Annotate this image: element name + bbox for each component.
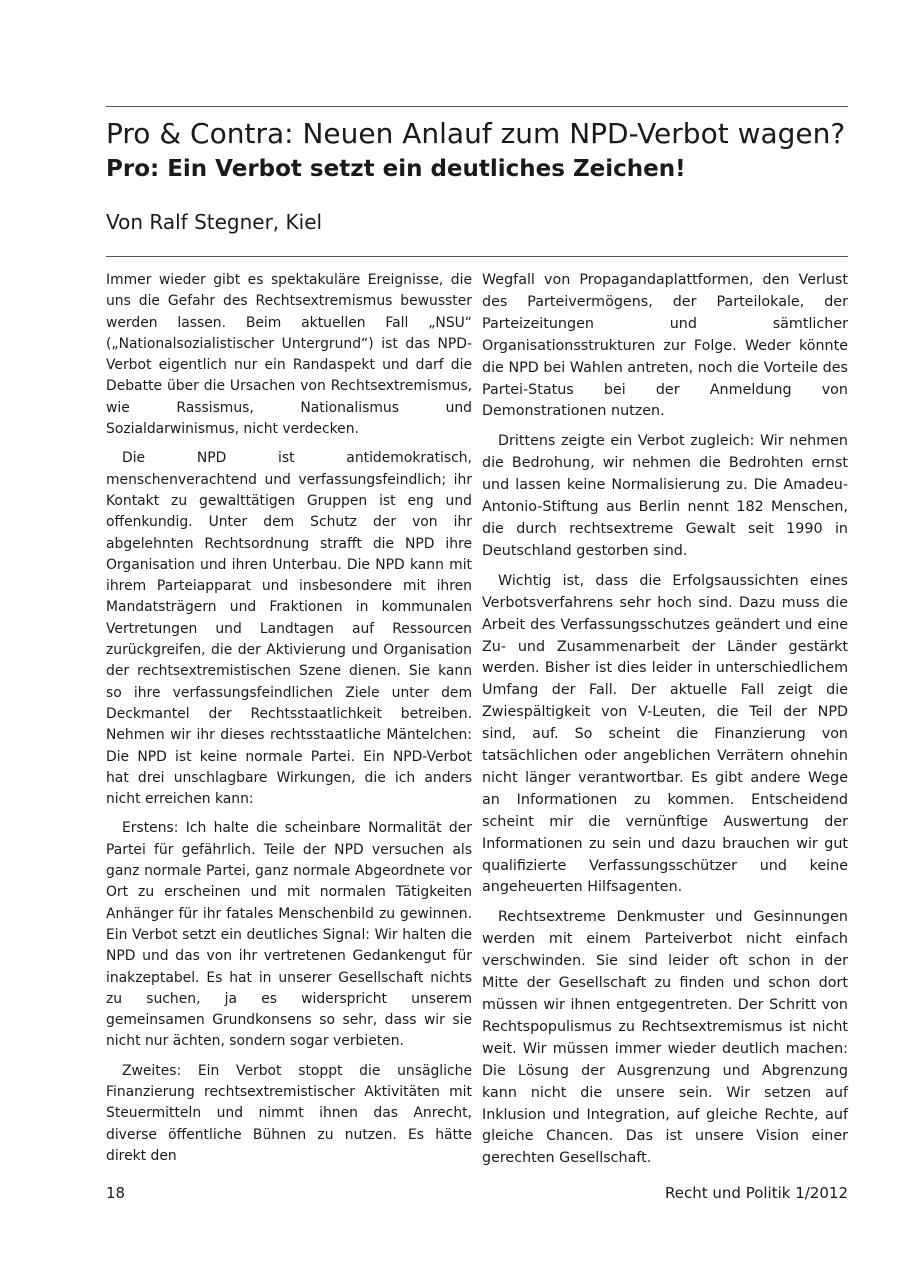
- paragraph: Zweites: Ein Verbot stoppt die unsägliche Finanzierung rechtsextremistischer Aktivitäten mit Steuermitteln und nimmt ihnen das Anrecht, diverse öffentliche Bühnen zu nutzen. Es hätte direkt den: [106, 1062, 472, 1164]
- text-column-left: [106, 270, 472, 1167]
- paragraph: Erstens: Ich halte die scheinbare Normalität der Partei für gefährlich. Teile der NPD versuchen als ganz normale Partei, ganz normale Abgeordnete vor Ort zu erscheinen und mit normalen Tätigkeiten Anhänger für ihr fatales Menschenbild zu gewinnen. Ein Verbot setzt ein deutliches Signal: Wir halten die NPD und das von ihr vertretenen Gedankengut für inakzeptabel. Es hat in unserer Gesellschaft nichts zu suchen, ja es widerspricht unserem gemeinsamen Grundkonsens so sehr, dass wir sie nicht nur ächten, sondern sogar verbieten.: [106, 820, 472, 1050]
- paragraph: Wichtig ist, dass die Erfolgsaussichten eines Verbotsverfahrens sehr hoch sind. Dazu muss die Arbeit des Verfassungsschutzes geändert und eine Zu- und Zusammenarbeit der Länder gestärkt werden. Bisher ist dies leider in unterschiedlichem Umfang der Fall. Der aktuelle Fall zeigt die Zwiespältigkeit von V-Leuten, die Teil der NPD sind, auf. So scheint die Finanzierung von tatsächlichen oder angeblichen Verrätern ohnehin nicht länger verantwortbar. Es gibt andere Wege an Informationen zu kommen. Entscheidend scheint mir die vernünftige Auswertung der Informationen zu sein und dazu brauchen wir gut qualifizierte Verfassungsschützer und keine angeheuerten Hilfsagenten.: [482, 572, 848, 896]
- article-title: Pro & Contra: Neuen Anlauf zum NPD-Verbot wagen?: [106, 117, 846, 150]
- author-byline: Von Ralf Stegner, Kiel: [106, 210, 323, 234]
- paragraph: Wegfall von Propagandaplattformen, den Verlust des Parteivermögens, der Parteilokale, der Parteizeitungen und sämtlicher Organisationsstrukturen zur Folge. Weder könnte die NPD bei Wahlen antreten, noch die Vorteile des Partei-Status bei der Anmeldung von Demonstrationen nutzen.: [482, 272, 848, 420]
- top-rule: [106, 106, 848, 107]
- text-column-right: [482, 270, 848, 1170]
- page-number: 18: [106, 1184, 126, 1202]
- header-divider: [106, 256, 848, 257]
- article-subtitle: Pro: Ein Verbot setzt ein deutliches Zeichen!: [106, 156, 686, 182]
- paragraph: Immer wieder gibt es spektakuläre Ereignisse, die uns die Gefahr des Rechtsextremismus bewusster werden lassen. Beim aktuellen Fall „NSU“ („Nationalsozialistischer Untergrund“) ist das NPD-Verbot eigentlich nur ein Randaspekt und darf die Debatte über die Ursachen von Rechtsextremismus, wie Rassismus, Nationalismus und Sozialdarwinismus, nicht verdecken.: [106, 272, 472, 438]
- paragraph: Drittens zeigte ein Verbot zugleich: Wir nehmen die Bedrohung, wir nehmen die Bedrohten ernst und lassen keine Normalisierung zu. Die Amadeu-Antonio-Stiftung aus Berlin nennt 182 Menschen, die durch rechtsextreme Gewalt seit 1990 in Deutschland gestorben sind.: [482, 433, 848, 559]
- paragraph: Die NPD ist antidemokratisch, menschenverachtend und verfassungsfeindlich; ihr Kontakt zu gewalttätigen Gruppen ist eng und offenkundig. Unter dem Schutz der von ihr abgelehnten Rechtsordnung strafft die NPD ihre Organisation und ihren Unterbau. Die NPD kann mit ihrem Parteiapparat und insbesondere mit ihren Mandatsträgern und Fraktionen in kommunalen Vertretungen und Landtagen auf Ressourcen zurückgreifen, die der Aktivierung und Organisation der rechtsextremistischen Szene dienen. Sie kann so ihre verfassungsfeindlichen Ziele unter dem Deckmantel der Rechtsstaatlichkeit betreiben. Nehmen wir ihr dieses rechtsstaatliche Mäntelchen: Die NPD ist keine normale Partei. Ein NPD-Verbot hat drei unschlagbare Wirkungen, die ich anders nicht erreichen kann:: [106, 450, 472, 808]
- journal-reference: Recht und Politik 1/2012: [665, 1184, 848, 1202]
- paragraph: Rechtsextreme Denkmuster und Gesinnungen werden mit einem Parteiverbot nicht einfach verschwinden. Sie sind leider oft schon in der Mitte der Gesellschaft zu finden und schon dort müssen wir ihnen entgegentreten. Der Schritt von Rechtspopulismus zu Rechtsextremismus ist nicht weit. Wir müssen immer wieder deutlich machen: Die Lösung der Ausgrenzung und Abgrenzung kann nicht die unsere sein. Wir setzen auf Inklusion und Integration, auf gleiche Rechte, auf gleiche Chancen. Das ist unsere Vision einer gerechten Gesellschaft.: [482, 909, 848, 1167]
